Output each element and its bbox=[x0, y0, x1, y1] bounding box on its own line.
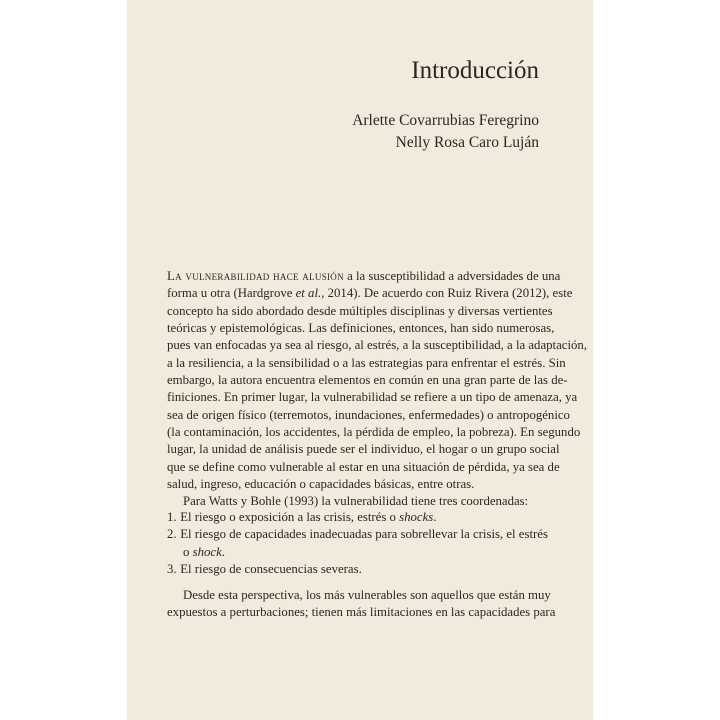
text-line: concepto ha sido abordado desde múltiples disciplinas y diversas vertientes bbox=[167, 303, 553, 318]
text-line: lugar, la unidad de análisis puede ser el individuo, el hogar o un grupo social bbox=[167, 442, 560, 457]
text-line: a la resiliencia, a la sensibilidad o a las estrategias para enfrentar el estrés. Sin bbox=[167, 355, 566, 370]
list-item: 2. El riesgo de capacidades inadecuadas para sobrellevar la crisis, el estrés bbox=[167, 527, 548, 542]
list-item: 1. El riesgo o exposición a las crisis, estrés o shocks. bbox=[167, 510, 437, 524]
authors-block bbox=[127, 110, 539, 154]
paragraph-3 bbox=[167, 587, 556, 622]
text-line: embargo, la autora encuentra elementos en común en una gran parte de las de- bbox=[167, 373, 568, 388]
text-line: Desde esta perspectiva, los más vulnerables son aquellos que están muy bbox=[183, 588, 551, 602]
paragraph-2: Para Watts y Bohle (1993) la vulnerabilidad tiene tres coordenadas: bbox=[183, 494, 529, 509]
text-line: La vulnerabilidad hace alusión a la susceptibilidad a adversidades de una bbox=[167, 269, 561, 283]
paragraph-1 bbox=[167, 268, 587, 511]
text-line: que se define como vulnerable al estar en una situación de pérdida, ya sea de bbox=[167, 459, 560, 474]
text-line: (la contaminación, los accidentes, la pérdida de empleo, la pobreza). En segundo bbox=[167, 425, 581, 440]
coordinates-list bbox=[167, 509, 548, 578]
text-line: forma u otra (Hardgrove et al., 2014). De acuerdo con Ruiz Rivera (2012), este bbox=[167, 286, 573, 301]
list-item: 3. El riesgo de consecuencias severas. bbox=[167, 562, 362, 577]
text-line: pues van enfocadas ya sea al riesgo, al estrés, a la susceptibilidad, a la adaptación, bbox=[167, 338, 587, 353]
list-item-continuation: o shock. bbox=[183, 544, 225, 559]
text-line: teóricas y epistemológicas. Las definiciones, entonces, han sido numerosas, bbox=[167, 321, 555, 336]
chapter-title: Introducción bbox=[411, 56, 539, 84]
text-line: expuestos a perturbaciones; tienen más limitaciones en las capacidades para bbox=[167, 605, 556, 620]
small-caps-lead: La vulnerabilidad hace alusión bbox=[167, 269, 344, 283]
text-line: finiciones. En primer lugar, la vulnerabilidad se refiere a un tipo de amenaza, ya bbox=[167, 390, 578, 405]
book-page bbox=[127, 0, 593, 720]
text-line: salud, ingreso, educación o capacidades básicas, entre otras. bbox=[167, 477, 475, 492]
text-line: sea de origen físico (terremotos, inundaciones, enfermedades) o antropogénico bbox=[167, 407, 570, 422]
author-name: Nelly Rosa Caro Luján bbox=[395, 134, 539, 151]
author-name: Arlette Covarrubias Feregrino bbox=[352, 112, 539, 129]
italic-et-al: et al. bbox=[295, 286, 322, 301]
